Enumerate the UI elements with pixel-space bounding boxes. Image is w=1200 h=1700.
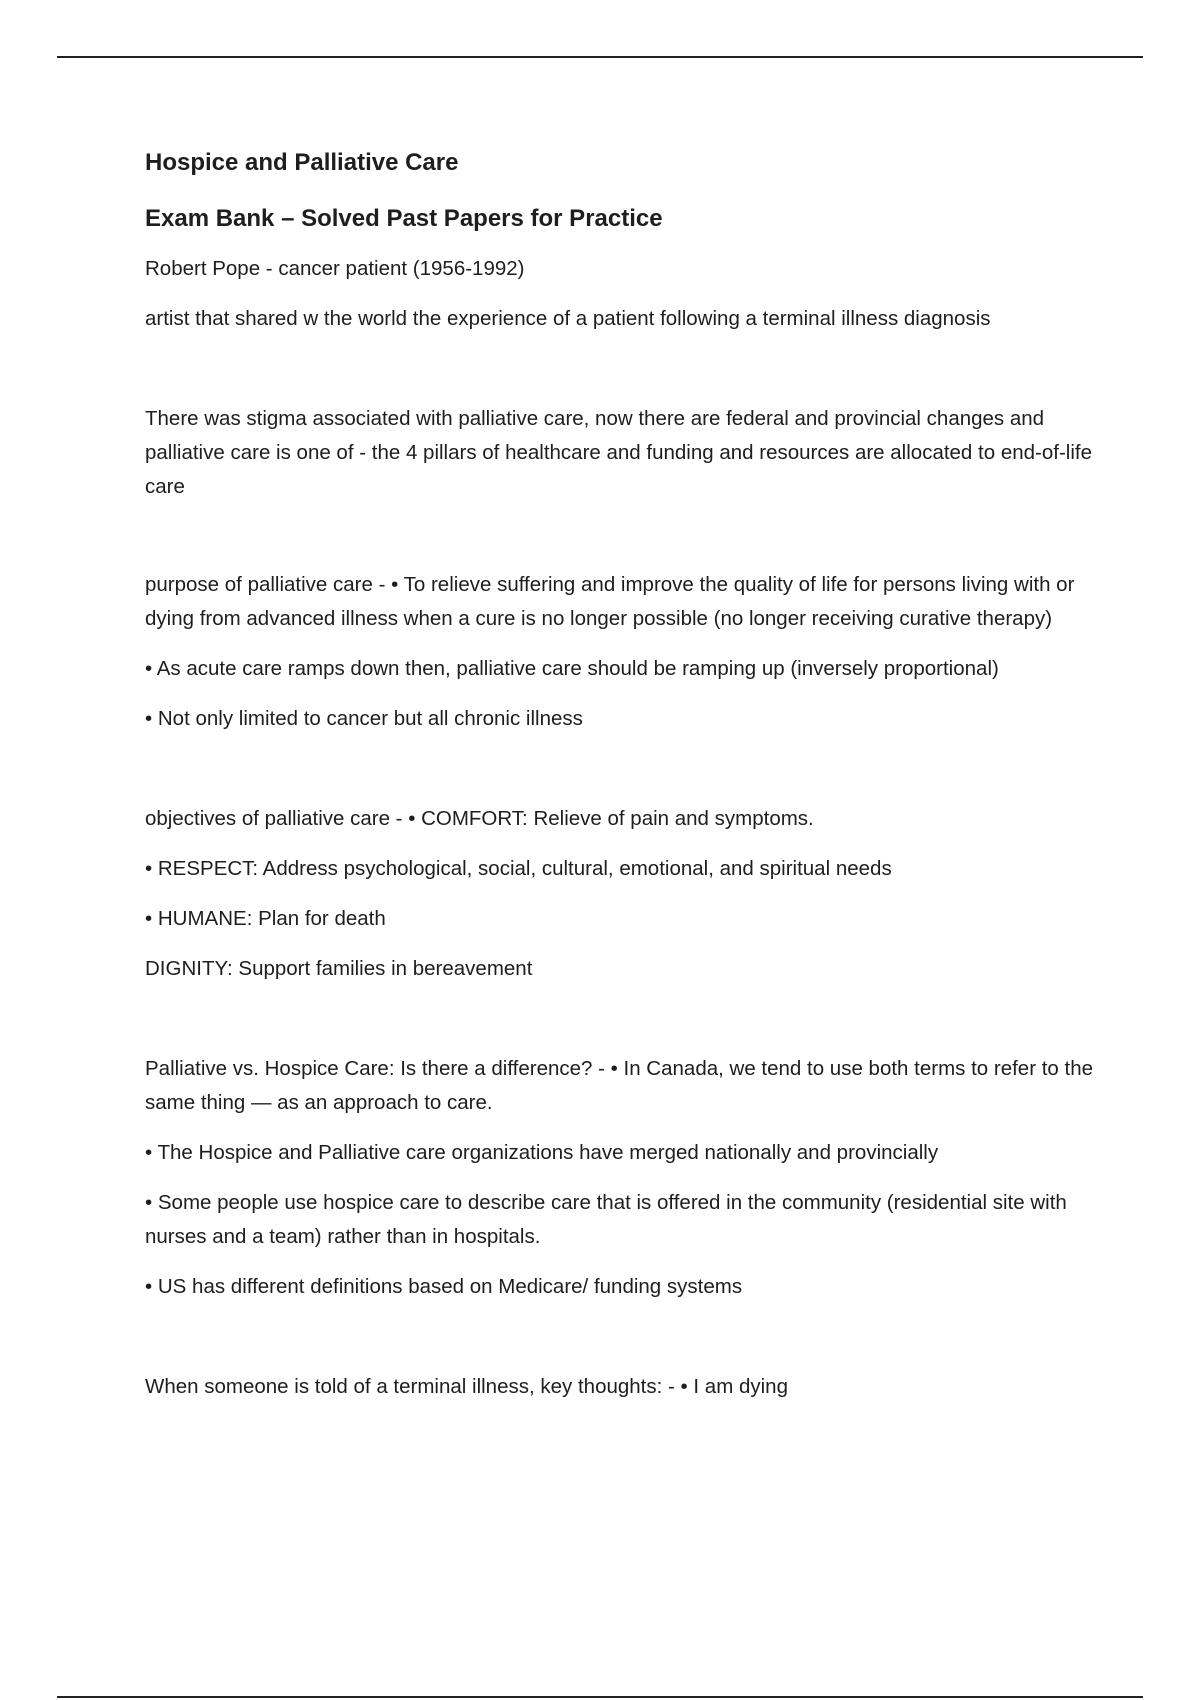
bullet-merged-organizations: • The Hospice and Palliative care organizations have merged nationally and provincially [145,1141,939,1164]
bullet-us-definitions: • US has different definitions based on Medicare/ funding systems [145,1275,743,1298]
paragraph-robert-pope: Robert Pope - cancer patient (1956-1992) [145,257,525,280]
paragraph-artist: artist that shared w the world the experience of a patient following a terminal illness diagnosis [145,307,991,330]
paragraph-objectives: objectives of palliative care - • COMFORT: Relieve of pain and symptoms. [145,807,814,830]
bullet-hospice-community: • Some people use hospice care to describe care that is offered in the community (residential site with nurses and a team) rather than in hospitals. [145,1191,1067,1248]
paragraph-purpose: purpose of palliative care - • To relieve suffering and improve the quality of life for persons living with or dying from advanced illness when a cure is no longer possible (no longer receiving curative therapy) [145,573,1075,630]
line-dignity: DIGNITY: Support families in bereavement [145,957,533,980]
bullet-respect: • RESPECT: Address psychological, social, cultural, emotional, and spiritual needs [145,857,892,880]
document-subtitle: Exam Bank – Solved Past Papers for Practice [145,205,663,232]
bottom-divider [57,1696,1143,1698]
document-body [145,146,1095,1404]
bullet-acute-care: • As acute care ramps down then, palliative care should be ramping up (inversely proportional) [145,657,999,680]
paragraph-palliative-vs-hospice: Palliative vs. Hospice Care: Is there a difference? - • In Canada, we tend to use both terms to refer to the same thing — as an approach to care. [145,1057,1094,1114]
bullet-chronic-illness: • Not only limited to cancer but all chronic illness [145,707,583,730]
bullet-humane: • HUMANE: Plan for death [145,907,386,930]
paragraph-stigma: There was stigma associated with palliative care, now there are federal and provincial changes and palliative care is one of - the 4 pillars of healthcare and funding and resources are allocated to end-of-life care [145,407,1092,498]
top-divider [57,56,1143,58]
paragraph-terminal-illness: When someone is told of a terminal illness, key thoughts: - • I am dying [145,1375,788,1398]
document-title: Hospice and Palliative Care [145,149,459,176]
